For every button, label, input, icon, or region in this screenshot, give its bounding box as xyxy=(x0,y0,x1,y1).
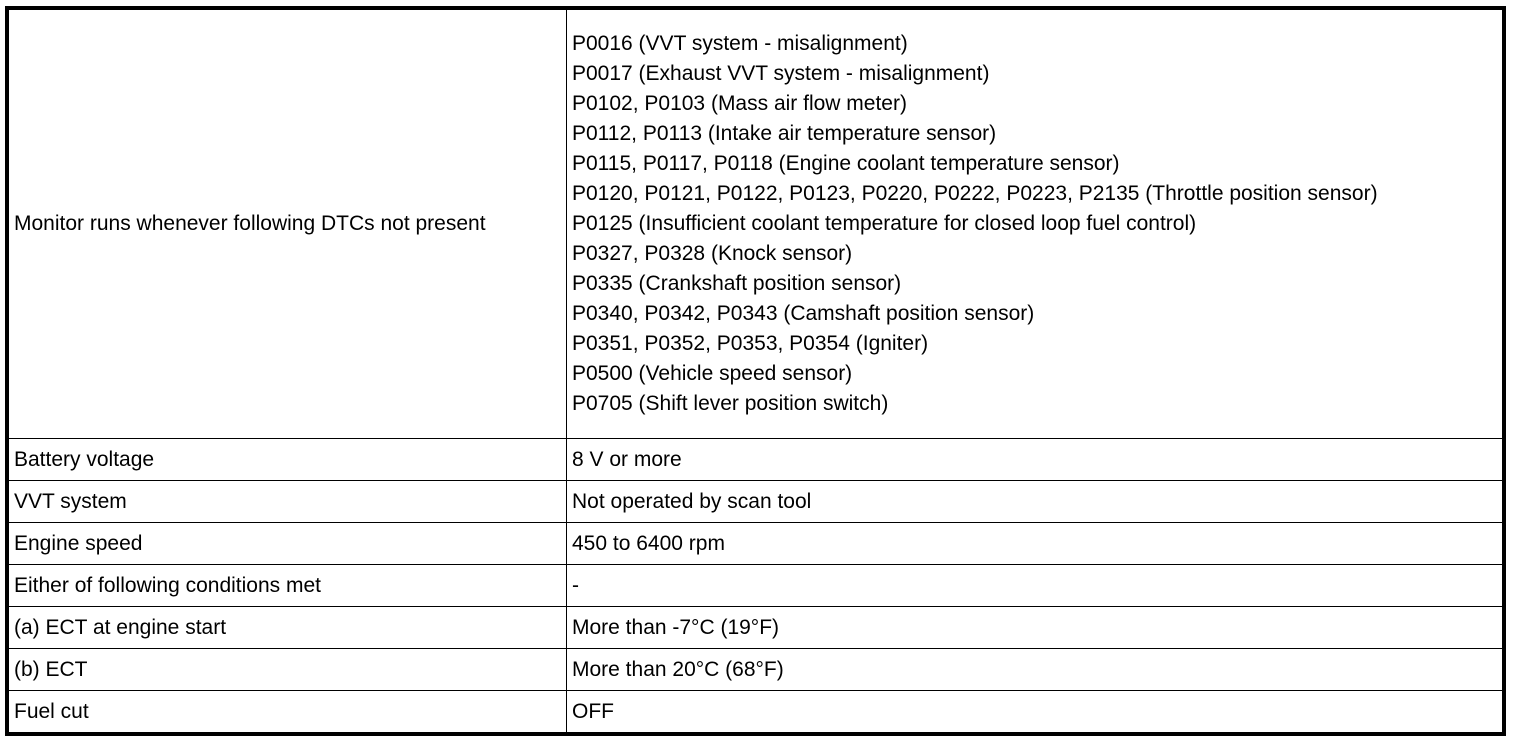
dtc-line: P0016 (VVT system - misalignment) xyxy=(572,32,908,55)
table-row xyxy=(9,439,1503,481)
dtc-line: P0125 (Insufficient coolant temperature for closed loop fuel control) xyxy=(572,212,1197,235)
table-row xyxy=(9,691,1503,733)
condition-value: - xyxy=(567,565,1503,607)
condition-value: More than 20°C (68°F) xyxy=(567,649,1503,691)
condition-label: Either of following conditions met xyxy=(9,565,567,607)
condition-label: Monitor runs whenever following DTCs not present xyxy=(9,10,567,439)
dtc-line: P0102, P0103 (Mass air flow meter) xyxy=(572,92,907,115)
dtc-line: P0017 (Exhaust VVT system - misalignment) xyxy=(572,62,990,85)
dtc-line: P0340, P0342, P0343 (Camshaft position sensor) xyxy=(572,302,1035,325)
condition-label: (b) ECT xyxy=(9,649,567,691)
condition-value-list xyxy=(567,10,1503,439)
table-row xyxy=(9,10,1503,439)
condition-label: VVT system xyxy=(9,481,567,523)
table-row xyxy=(9,481,1503,523)
table-row xyxy=(9,565,1503,607)
condition-value: Not operated by scan tool xyxy=(567,481,1503,523)
dtc-line: P0705 (Shift lever position switch) xyxy=(572,392,889,415)
table-row xyxy=(9,523,1503,565)
conditions-table-frame xyxy=(5,6,1506,736)
condition-value: More than -7°C (19°F) xyxy=(567,607,1503,649)
dtc-line: P0112, P0113 (Intake air temperature sensor) xyxy=(572,122,997,145)
condition-value: 8 V or more xyxy=(567,439,1503,481)
dtc-line: P0115, P0117, P0118 (Engine coolant temperature sensor) xyxy=(572,152,1120,175)
condition-label: Fuel cut xyxy=(9,691,567,733)
condition-value: 450 to 6400 rpm xyxy=(567,523,1503,565)
table-row xyxy=(9,607,1503,649)
condition-label: (a) ECT at engine start xyxy=(9,607,567,649)
dtc-line: P0500 (Vehicle speed sensor) xyxy=(572,362,853,385)
conditions-table xyxy=(8,9,1503,733)
dtc-line: P0120, P0121, P0122, P0123, P0220, P0222, P0223, P2135 (Throttle position sensor) xyxy=(572,182,1378,205)
condition-label: Engine speed xyxy=(9,523,567,565)
condition-label: Battery voltage xyxy=(9,439,567,481)
dtc-line: P0327, P0328 (Knock sensor) xyxy=(572,242,853,265)
condition-value: OFF xyxy=(567,691,1503,733)
table-row xyxy=(9,649,1503,691)
dtc-line: P0351, P0352, P0353, P0354 (Igniter) xyxy=(572,332,929,355)
dtc-line: P0335 (Crankshaft position sensor) xyxy=(572,272,902,295)
